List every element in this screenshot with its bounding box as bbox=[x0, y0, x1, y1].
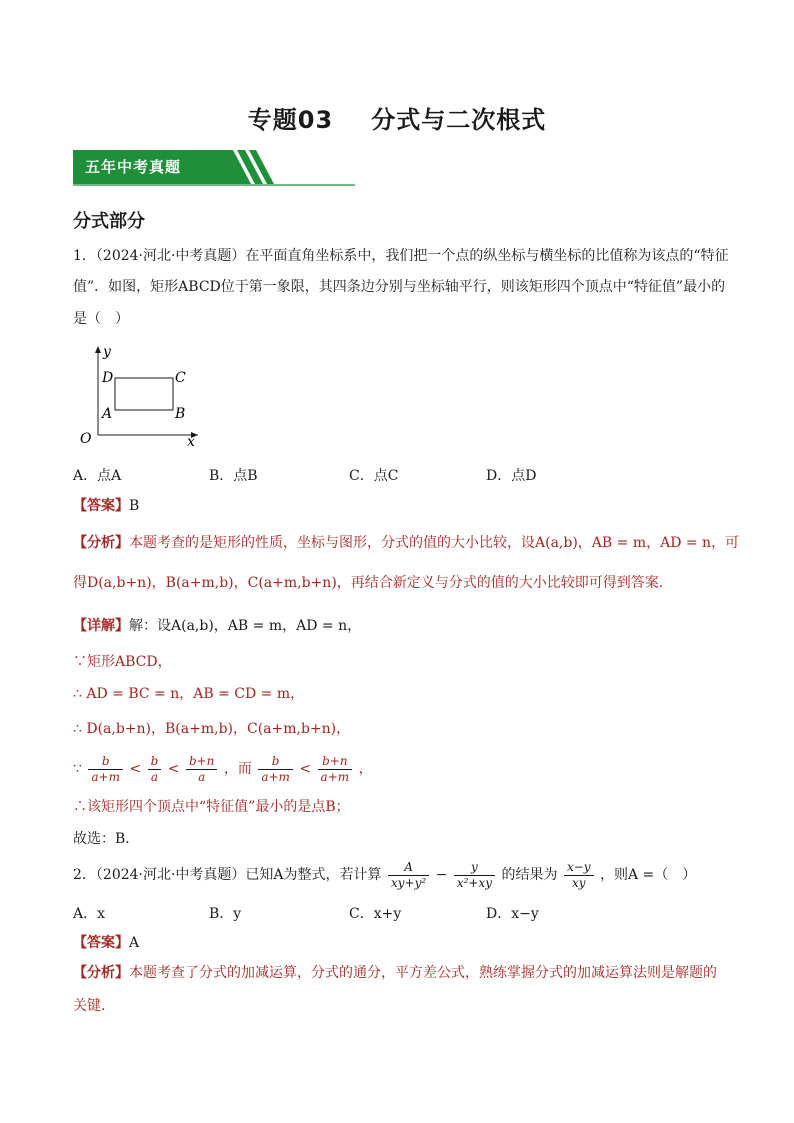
q1-option-a: A．点A bbox=[73, 468, 122, 484]
q2-fraction-3: $\frac{x-y}{xy}$ bbox=[564, 860, 594, 891]
q1-detail-line6: ∴该矩形四个顶点中“特征值”最小的是点B； bbox=[73, 799, 350, 815]
q1-line1: 1．（2024·河北·中考真题）在平面直角坐标系中，我们把一个点的纵坐标与横坐标的比值称为该点的“特征 bbox=[73, 248, 729, 264]
page-title: 专题03 分式与二次根式 bbox=[247, 106, 547, 134]
q1-line2: 值”．如图，矩形ABCD位于第一象限，其四条边分别与坐标轴平行，则该矩形四个顶点中“特征值”最小的 bbox=[73, 279, 726, 295]
axis-x-label: x bbox=[187, 434, 195, 450]
q2-option-d: D．x−y bbox=[486, 906, 539, 922]
q1-detail-line3: ∴ AD = BC = n，AB = CD = m， bbox=[73, 686, 305, 702]
section-heading: 分式部分 bbox=[73, 211, 145, 232]
q1-analysis-line2: 得D(a,b+n)，B(a+m,b)，C(a+m,b+n)，再结合新定义与分式的值的大小比较即可得到答案． bbox=[73, 575, 673, 591]
fraction-2: $\frac{b}{a}$ bbox=[148, 754, 162, 785]
q1-detail-line4: ∴ D(a,b+n)，B(a+m,b)，C(a+m,b+n)， bbox=[73, 721, 351, 737]
q2-fraction-2: $\frac{y}{\text{x²+xy}}$ bbox=[454, 860, 495, 891]
q2-fraction-1: $\frac{A}{\text{xy+y²}}$ bbox=[388, 860, 429, 891]
vertex-c-label: C bbox=[175, 370, 186, 386]
q1-detail-line7: 故选：B． bbox=[73, 831, 140, 847]
q2-option-b: B．y bbox=[209, 906, 242, 922]
q1-option-d: D．点D bbox=[486, 468, 537, 484]
fraction-4: $\frac{b}{a+m}$ bbox=[258, 754, 293, 785]
rectangle-coordinate-figure bbox=[73, 340, 203, 450]
q1-line3: 是（ ） bbox=[73, 311, 129, 327]
q2-analysis-line1: 【分析】本题考查了分式的加减运算，分式的通分，平方差公式，熟练掌握分式的加减运算法则是解题的 bbox=[73, 965, 717, 981]
q1-detail-line1: 【详解】解：设A(a,b)，AB = m，AD = n， bbox=[73, 618, 362, 634]
q1-option-c: C．点C bbox=[349, 468, 399, 484]
vertex-a-label: A bbox=[102, 406, 113, 422]
banner-label: 五年中考真题 bbox=[85, 158, 182, 176]
rectangle-abcd bbox=[115, 378, 173, 410]
vertex-d-label: D bbox=[102, 370, 114, 386]
vertex-b-label: B bbox=[175, 406, 186, 422]
fraction-1: $\frac{b}{a+m}$ bbox=[88, 754, 123, 785]
q2-option-a: A．x bbox=[73, 906, 106, 922]
q2-option-c: C．x+y bbox=[349, 906, 402, 922]
q1-option-b: B．点B bbox=[209, 468, 258, 484]
q1-answer: 【答案】B bbox=[73, 498, 140, 514]
q2-answer: 【答案】A bbox=[73, 935, 140, 951]
fraction-3: $\frac{b+n}{a}$ bbox=[186, 754, 217, 785]
q1-detail-line5: ∵ $\frac{b}{a+m}$ < $\frac{b}{a}$ < $\frac{b+n}{a}$ ，而 $\frac{b}{a+m}$ < $\frac{b+n}{a+m}$ ， bbox=[73, 753, 373, 784]
q1-detail-line2: ∵矩形ABCD， bbox=[73, 654, 172, 670]
q2-analysis-line2: 关键． bbox=[73, 998, 115, 1014]
axis-y-label: y bbox=[103, 344, 111, 360]
q2-stem: 2．（2024·河北·中考真题）已知A为整式，若计算 $\frac{A}{\text{xy+y²}}$ − $\frac{y}{\text{x²+xy}}$ 的结果为 $\frac{x-y}{xy}$ ，则A =（ ） bbox=[73, 859, 697, 890]
origin-label: O bbox=[80, 431, 92, 447]
section-banner bbox=[73, 150, 355, 186]
q1-analysis-line1: 【分析】本题考查的是矩形的性质，坐标与图形，分式的值的大小比较，设A(a,b)，AB = m，AD = n，可 bbox=[73, 535, 740, 551]
fraction-5: $\frac{b+n}{a+m}$ bbox=[318, 754, 353, 785]
